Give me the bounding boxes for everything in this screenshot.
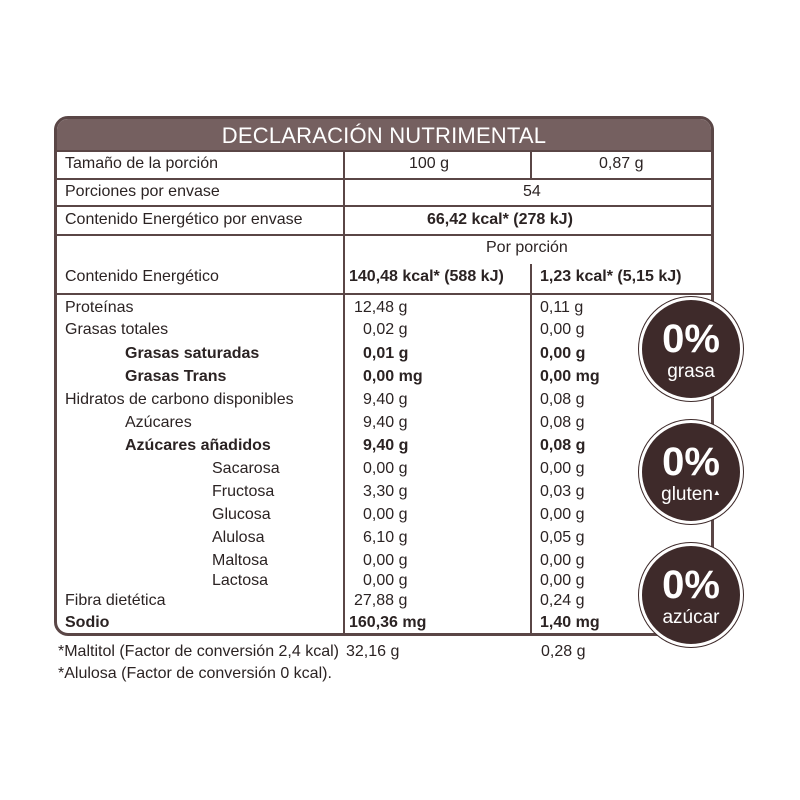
nutrient-label: Fibra dietética xyxy=(65,592,166,609)
serving-size-portion: 0,87 g xyxy=(599,155,644,172)
nutrient-value-portion: 0,00 g xyxy=(540,321,585,338)
nutrient-label: Hidratos de carbono disponibles xyxy=(65,391,294,408)
nutrient-value-100g: 12,48 g xyxy=(354,299,408,316)
zero-sugar-badge xyxy=(639,543,743,647)
nutrient-value-100g: 0,00 g xyxy=(363,572,408,589)
energy-portion: 1,23 kcal* (5,15 kJ) xyxy=(540,268,682,285)
nutrient-value-portion: 1,40 mg xyxy=(540,614,600,631)
divider xyxy=(57,293,711,295)
energy-100g: 140,48 kcal* (588 kJ) xyxy=(349,268,504,285)
nutrient-value-portion: 0,08 g xyxy=(540,414,585,431)
zero-fat-badge xyxy=(639,297,743,401)
column-divider xyxy=(343,150,345,636)
nutrient-value-100g: 0,02 g xyxy=(363,321,408,338)
nutrient-value-100g: 9,40 g xyxy=(363,414,408,431)
nutrient-value-portion: 0,00 g xyxy=(540,460,585,477)
nutrient-value-portion: 0,11 g xyxy=(540,299,584,316)
nutrient-label: Sacarosa xyxy=(212,460,280,477)
nutrient-value-portion: 0,05 g xyxy=(540,529,585,546)
nutrient-label: Grasas totales xyxy=(65,321,169,338)
nutrient-value-portion: 0,03 g xyxy=(540,483,585,500)
column-divider xyxy=(530,264,532,636)
nutrient-label: Alulosa xyxy=(212,529,265,546)
nutrient-value-portion: 0,00 g xyxy=(540,572,585,589)
table-title: DECLARACIÓN NUTRIMENTAL xyxy=(57,119,711,150)
badge-percent: 0% xyxy=(662,440,720,484)
badge-word xyxy=(642,485,740,505)
nutrient-value-100g: 160,36 mg xyxy=(349,614,427,631)
nutrient-value-100g: 9,40 g xyxy=(363,437,409,454)
nutrient-label: Maltosa xyxy=(212,552,269,569)
nutrient-value-100g: 3,30 g xyxy=(363,483,408,500)
nutrient-value-100g: 6,10 g xyxy=(363,529,408,546)
badge-word: grasa xyxy=(667,361,715,382)
nutrient-value-portion: 0,24 g xyxy=(540,592,585,609)
nutrient-label: Grasas saturadas xyxy=(125,345,260,362)
nutrient-label: Azúcares xyxy=(125,414,192,431)
servings-value: 54 xyxy=(523,183,541,200)
nutrient-value-portion: 0,00 g xyxy=(540,552,585,569)
servings-label: Porciones por envase xyxy=(65,183,220,200)
nutrient-value-portion: 0,08 g xyxy=(540,437,586,454)
nutrient-label: Grasas Trans xyxy=(125,368,227,385)
nutrient-value-portion: 0,00 mg xyxy=(540,368,600,385)
footnote-maltitol-100g: 32,16 g xyxy=(346,643,400,660)
nutrition-facts-panel xyxy=(54,116,714,636)
nutrient-value-100g: 0,00 g xyxy=(363,506,408,523)
footnote-alulosa: *Alulosa (Factor de conversión 0 kcal). xyxy=(58,665,332,682)
divider xyxy=(57,234,711,236)
badge-word: azúcar xyxy=(662,607,720,628)
energy-package-value: 66,42 kcal* (278 kJ) xyxy=(427,211,573,228)
nutrient-value-portion: 0,00 g xyxy=(540,506,585,523)
energy-package-label: Contenido Energético por envase xyxy=(65,211,303,228)
nutrient-value-100g: 27,88 g xyxy=(354,592,408,609)
divider xyxy=(57,150,711,152)
serving-size-100g: 100 g xyxy=(409,155,450,172)
nutrient-value-portion: 0,08 g xyxy=(540,391,585,408)
footnote-maltitol: *Maltitol (Factor de conversión 2,4 kcal) xyxy=(58,643,339,660)
nutrient-label: Proteínas xyxy=(65,299,134,316)
nutrient-value-100g: 0,01 g xyxy=(363,345,409,362)
badge-word-text: gluten xyxy=(661,484,713,505)
nutrient-label: Azúcares añadidos xyxy=(125,437,271,454)
nutrient-label: Fructosa xyxy=(212,483,275,500)
nutrient-value-portion: 0,00 g xyxy=(540,345,586,362)
nutrient-value-100g: 0,00 g xyxy=(363,552,408,569)
badge-percent: 0% xyxy=(662,317,720,361)
footnote-maltitol-portion: 0,28 g xyxy=(541,643,586,660)
nutrient-value-100g: 0,00 g xyxy=(363,460,408,477)
nutrient-label: Sodio xyxy=(65,614,110,631)
divider xyxy=(57,205,711,207)
column-divider xyxy=(530,150,532,178)
nutrient-value-100g: 9,40 g xyxy=(363,391,408,408)
nutrient-label: Glucosa xyxy=(212,506,271,523)
badge-percent: 0% xyxy=(662,563,720,607)
divider xyxy=(57,178,711,180)
nutrient-value-100g: 0,00 mg xyxy=(363,368,423,385)
serving-size-label: Tamaño de la porción xyxy=(65,155,218,172)
energy-label: Contenido Energético xyxy=(65,268,219,285)
triangle-mark-icon: ▲ xyxy=(712,488,721,497)
per-portion-label: Por porción xyxy=(486,239,568,256)
nutrient-label: Lactosa xyxy=(212,572,269,589)
zero-gluten-badge xyxy=(639,420,743,524)
